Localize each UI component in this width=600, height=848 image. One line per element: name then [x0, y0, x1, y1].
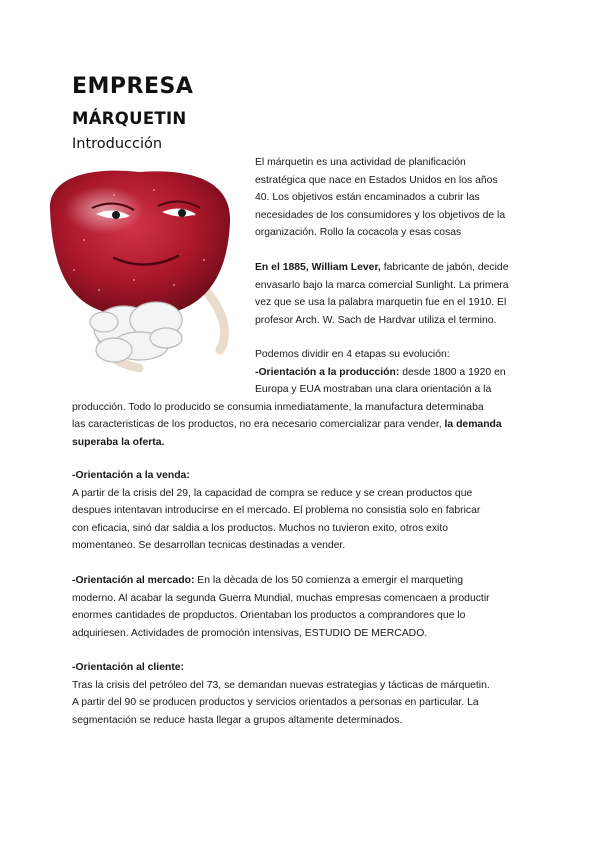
apple-character-illustration — [44, 170, 239, 375]
produccion-heading: -Orientación a la producción: — [255, 366, 400, 378]
history-bold-start: En el 1885, William Lever, — [255, 262, 381, 273]
history-line — [255, 259, 530, 277]
produccion-line — [72, 416, 532, 434]
history-line-rest: fabricante de jabón, decide — [380, 262, 509, 273]
mercado-line — [72, 572, 532, 590]
cliente-line: segmentación se reduce hasta llegar a grupos altamente determinados. — [72, 714, 403, 726]
mercado-paragraph — [72, 572, 532, 642]
mercado-line-rest: En la dècada de los 50 comienza a emergir el marqueting — [194, 575, 464, 586]
section-heading: Introducción — [72, 136, 163, 152]
venda-heading-line — [72, 467, 532, 485]
intro-paragraph — [255, 154, 530, 242]
produccion-line: producción. Todo lo producido se consumia inmediatamente, la manufactura determinaba — [72, 401, 484, 413]
produccion-paragraph — [72, 399, 532, 452]
cliente-line: A partir del 90 se producen productos y servicios orientados a personas en particular. La — [72, 697, 479, 708]
produccion-line — [72, 434, 532, 452]
history-line: profesor Arch. W. Sach de Hardvar utiliza el termino. — [255, 314, 497, 326]
history-line: vez que se usa la palabra marquetin fue en el 1910. El — [255, 297, 507, 308]
document-title: EMPRESA — [72, 74, 194, 99]
venda-line: con eficacia, sinó dar saldia a los productos. Muchos no tuvieron exito, otros exito — [72, 522, 448, 534]
document-subtitle: MÁRQUETIN — [72, 109, 187, 128]
intro-line: estratégica que nace en Estados Unidos en los años — [255, 174, 498, 186]
venda-paragraph — [72, 467, 532, 555]
cliente-heading: -Orientación al cliente: — [72, 662, 185, 673]
venda-heading: -Orientación a la venda: — [72, 470, 190, 481]
cliente-line: Tras la crisis del petróleo del 73, se demandan nuevas estrategias y tácticas de márquetin. — [72, 679, 490, 691]
produccion-line — [255, 364, 530, 382]
apple-character-drawing — [44, 170, 239, 375]
history-line: envasarlo bajo la marca comercial Sunlight. La primera — [255, 279, 509, 291]
mercado-line: moderno. Al acabar la segunda Guerra Mundial, muchas empresas comencaen a productir — [72, 592, 490, 604]
intro-line: organización. Rollo la cocacola y esas cosas — [255, 227, 462, 238]
stages-paragraph — [255, 346, 530, 399]
produccion-bold: la demanda — [444, 419, 502, 430]
produccion-bold-end: superaba la oferta. — [72, 436, 165, 448]
venda-line: momentaneo. Se desarrollan tecnicas destinadas a vender. — [72, 540, 346, 551]
produccion-line: Europa y EUA mostraban una clara orientación a la — [255, 384, 492, 395]
history-paragraph — [255, 259, 530, 329]
mercado-line: adquiriesen. Actividades de promoción intensivas, ESTUDIO DE MERCADO. — [72, 627, 428, 639]
stages-intro: Podemos dividir en 4 etapas su evolución: — [255, 349, 450, 360]
mercado-heading: -Orientación al mercado: — [72, 575, 195, 586]
produccion-line-rest: desde 1800 a 1920 en — [399, 366, 506, 378]
cliente-heading-line — [72, 659, 532, 677]
mercado-line: enormes cantidades de propductos. Orientaban los productos a comprandores que lo — [72, 610, 466, 621]
venda-line: despues intentavan introducirse en el mercado. El problema no consistia solo en fabricar — [72, 505, 481, 516]
intro-line: El márquetin es una actividad de planificación — [255, 157, 466, 168]
intro-line: necesidades de los consumidores y los objetivos de la — [255, 209, 506, 221]
venda-line: A partir de la crisis del 29, la capacidad de compra se reduce y se crean productos que — [72, 487, 473, 499]
intro-line: 40. Los objetivos están encaminados a cubrir las — [255, 192, 480, 203]
cliente-paragraph — [72, 659, 532, 729]
produccion-line-start: las caracteristicas de los productos, no era necesario comercializar para vender, — [72, 419, 445, 430]
